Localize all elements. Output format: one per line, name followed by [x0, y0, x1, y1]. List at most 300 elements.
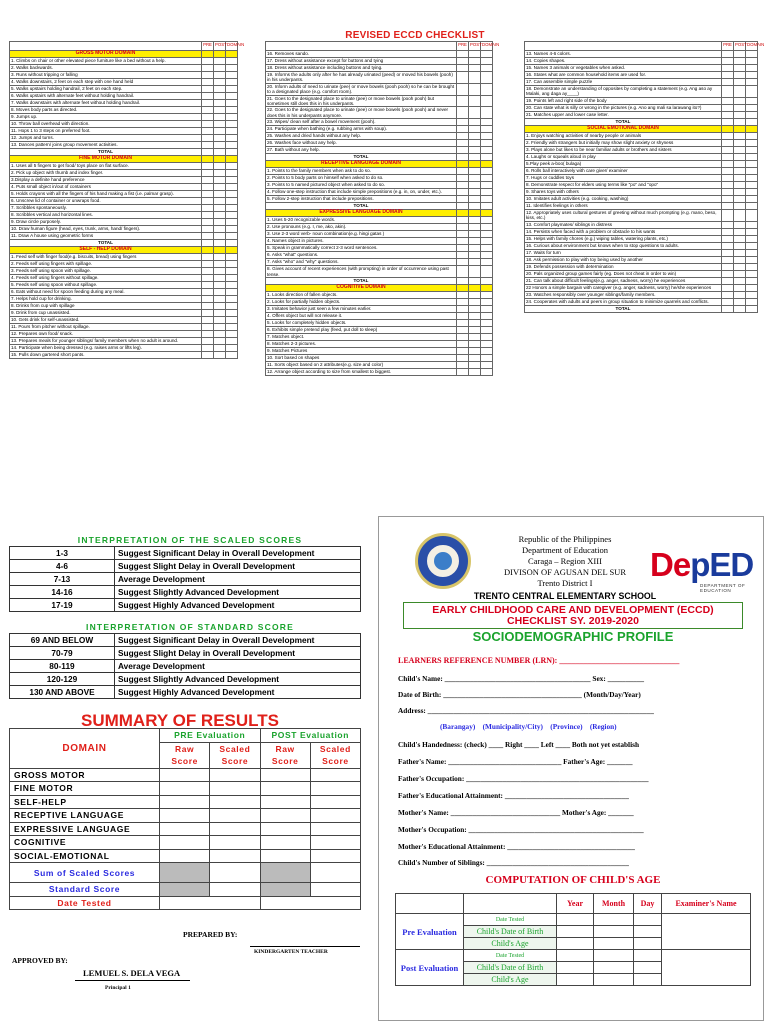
extra-cell[interactable] [226, 128, 238, 135]
extra-cell[interactable] [746, 139, 758, 146]
pre-check-cell[interactable] [202, 72, 214, 79]
post-check-cell[interactable] [469, 189, 481, 196]
extra-cell[interactable] [746, 270, 758, 277]
pre-check-cell[interactable] [457, 140, 469, 147]
extra-cell[interactable] [481, 147, 493, 154]
post-check-cell[interactable] [214, 261, 226, 268]
pre-check-cell[interactable] [202, 121, 214, 128]
post-check-cell[interactable] [214, 268, 226, 275]
extra-cell[interactable] [226, 149, 238, 156]
post-check-cell[interactable] [214, 177, 226, 184]
post-check-cell[interactable] [734, 86, 746, 98]
post-check-cell[interactable] [469, 154, 481, 161]
pre-check-cell[interactable] [202, 107, 214, 114]
extra-cell[interactable] [481, 175, 493, 182]
extra-cell[interactable] [226, 352, 238, 359]
post-check-cell[interactable] [469, 231, 481, 238]
post-check-cell[interactable] [469, 341, 481, 348]
post-check-cell[interactable] [469, 238, 481, 245]
extra-cell[interactable] [481, 224, 493, 231]
post-check-cell[interactable] [469, 320, 481, 327]
pre-check-cell[interactable] [202, 198, 214, 205]
pre-check-cell[interactable] [722, 291, 734, 298]
post-check-cell[interactable] [214, 331, 226, 338]
extra-cell[interactable] [481, 182, 493, 189]
post-check-cell[interactable] [734, 160, 746, 167]
extra-cell[interactable] [481, 189, 493, 196]
post-check-cell[interactable] [734, 221, 746, 228]
pre-check-cell[interactable] [457, 238, 469, 245]
post-check-cell[interactable] [214, 247, 226, 254]
extra-cell[interactable] [226, 338, 238, 345]
extra-cell[interactable] [746, 132, 758, 139]
pre-check-cell[interactable] [457, 203, 469, 210]
extra-cell[interactable] [226, 254, 238, 261]
extra-cell[interactable] [481, 231, 493, 238]
extra-cell[interactable] [226, 317, 238, 324]
post-check-cell[interactable] [734, 202, 746, 209]
extra-cell[interactable] [481, 72, 493, 84]
pre-check-cell[interactable] [202, 338, 214, 345]
post-month-cell[interactable] [594, 950, 634, 962]
post-check-cell[interactable] [734, 146, 746, 153]
extra-cell[interactable] [746, 153, 758, 160]
pre-check-cell[interactable] [202, 261, 214, 268]
pre-check-cell[interactable] [457, 334, 469, 341]
post-check-cell[interactable] [734, 195, 746, 202]
post-check-cell[interactable] [214, 65, 226, 72]
extra-cell[interactable] [481, 355, 493, 362]
lrn-field[interactable]: LEARNERS REFERENCE NUMBER (LRN): ______________________________ [398, 656, 680, 665]
post-check-cell[interactable] [469, 299, 481, 306]
post-check-cell[interactable] [214, 114, 226, 121]
pre-check-cell[interactable] [722, 209, 734, 221]
post-check-cell[interactable] [214, 93, 226, 100]
post-check-cell[interactable] [214, 275, 226, 282]
extra-cell[interactable] [746, 209, 758, 221]
pre-check-cell[interactable] [722, 277, 734, 284]
address-field[interactable]: Address: ______________________________________________________________ [398, 706, 654, 715]
extra-cell[interactable] [481, 119, 493, 126]
extra-cell[interactable] [226, 282, 238, 289]
extra-cell[interactable] [746, 118, 758, 125]
extra-cell[interactable] [226, 240, 238, 247]
extra-cell[interactable] [226, 233, 238, 240]
post-check-cell[interactable] [469, 168, 481, 175]
pre-check-cell[interactable] [202, 205, 214, 212]
extra-cell[interactable] [226, 177, 238, 184]
post-check-cell[interactable] [469, 175, 481, 182]
pre-check-cell[interactable] [722, 167, 734, 174]
pre-check-cell[interactable] [722, 118, 734, 125]
pre-check-cell[interactable] [202, 268, 214, 275]
post-check-cell[interactable] [734, 256, 746, 263]
extra-cell[interactable] [746, 221, 758, 228]
pre-check-cell[interactable] [202, 184, 214, 191]
pre-check-cell[interactable] [202, 58, 214, 65]
post-check-cell[interactable] [734, 277, 746, 284]
extra-cell[interactable] [481, 313, 493, 320]
pre-check-cell[interactable] [457, 189, 469, 196]
extra-cell[interactable] [481, 334, 493, 341]
extra-cell[interactable] [746, 256, 758, 263]
post-check-cell[interactable] [469, 83, 481, 95]
pre-check-cell[interactable] [457, 259, 469, 266]
extra-cell[interactable] [481, 133, 493, 140]
extra-cell[interactable] [226, 226, 238, 233]
pre-check-cell[interactable] [457, 182, 469, 189]
pre-check-cell[interactable] [202, 233, 214, 240]
post-check-cell[interactable] [214, 219, 226, 226]
post-check-cell[interactable] [214, 338, 226, 345]
post-check-cell[interactable] [734, 209, 746, 221]
pre-check-cell[interactable] [722, 181, 734, 188]
post-check-cell[interactable] [214, 142, 226, 149]
post-day-cell[interactable] [634, 950, 662, 962]
extra-cell[interactable] [481, 107, 493, 119]
pre-check-cell[interactable] [722, 79, 734, 86]
post-check-cell[interactable] [734, 132, 746, 139]
pre-check-cell[interactable] [722, 235, 734, 242]
post-check-cell[interactable] [469, 58, 481, 65]
pre-check-cell[interactable] [722, 65, 734, 72]
post-check-cell[interactable] [734, 228, 746, 235]
extra-cell[interactable] [226, 205, 238, 212]
extra-cell[interactable] [481, 348, 493, 355]
extra-cell[interactable] [746, 263, 758, 270]
pre-check-cell[interactable] [722, 298, 734, 305]
extra-cell[interactable] [226, 289, 238, 296]
pre-check-cell[interactable] [457, 126, 469, 133]
pre-check-cell[interactable] [202, 128, 214, 135]
pre-month-cell[interactable] [594, 914, 634, 926]
pre-check-cell[interactable] [722, 174, 734, 181]
pre-check-cell[interactable] [722, 305, 734, 312]
post-check-cell[interactable] [734, 153, 746, 160]
pre-check-cell[interactable] [722, 139, 734, 146]
pre-check-cell[interactable] [722, 160, 734, 167]
extra-cell[interactable] [226, 51, 238, 58]
post-check-cell[interactable] [214, 198, 226, 205]
pre-check-cell[interactable] [202, 317, 214, 324]
extra-cell[interactable] [746, 58, 758, 65]
father-occupation-field[interactable]: Father's Occupation: __________________________________________________ [398, 774, 649, 783]
post-check-cell[interactable] [214, 121, 226, 128]
post-check-cell[interactable] [734, 72, 746, 79]
extra-cell[interactable] [481, 266, 493, 278]
post-check-cell[interactable] [469, 292, 481, 299]
post-check-cell[interactable] [734, 174, 746, 181]
father-education-field[interactable]: Father's Educational Attainment: __________________________________ [398, 791, 629, 800]
post-check-cell[interactable] [734, 111, 746, 118]
extra-cell[interactable] [226, 107, 238, 114]
extra-cell[interactable] [226, 261, 238, 268]
pre-check-cell[interactable] [202, 289, 214, 296]
extra-cell[interactable] [226, 170, 238, 177]
post-check-cell[interactable] [469, 210, 481, 217]
post-check-cell[interactable] [469, 348, 481, 355]
extra-cell[interactable] [481, 252, 493, 259]
pre-check-cell[interactable] [722, 132, 734, 139]
extra-cell[interactable] [746, 72, 758, 79]
pre-check-cell[interactable] [722, 256, 734, 263]
post-check-cell[interactable] [469, 65, 481, 72]
pre-check-cell[interactable] [722, 104, 734, 111]
post-check-cell[interactable] [469, 355, 481, 362]
post-check-cell[interactable] [214, 254, 226, 261]
post-check-cell[interactable] [214, 72, 226, 79]
extra-cell[interactable] [746, 97, 758, 104]
mother-occupation-field[interactable]: Mother's Occupation: ________________________________________________ [398, 825, 644, 834]
father-name-field[interactable]: Father's Name: _______________________________ Father's Age: _______ [398, 757, 633, 766]
extra-cell[interactable] [226, 65, 238, 72]
pre-check-cell[interactable] [202, 254, 214, 261]
extra-cell[interactable] [481, 83, 493, 95]
pre-check-cell[interactable] [722, 97, 734, 104]
pre-check-cell[interactable] [722, 249, 734, 256]
pre-check-cell[interactable] [722, 153, 734, 160]
extra-cell[interactable] [226, 303, 238, 310]
pre-check-cell[interactable] [457, 369, 469, 376]
post-check-cell[interactable] [214, 324, 226, 331]
post-check-cell[interactable] [734, 167, 746, 174]
post-check-cell[interactable] [214, 107, 226, 114]
handedness-field[interactable]: Child's Handedness: (check) ____ Right ____ Left ____ Both not yet establish [398, 740, 640, 749]
siblings-field[interactable]: Child's Number of Siblings: _______________________________________ [398, 858, 629, 867]
post-check-cell[interactable] [214, 163, 226, 170]
pre-check-cell[interactable] [722, 242, 734, 249]
pre-check-cell[interactable] [202, 310, 214, 317]
extra-cell[interactable] [226, 163, 238, 170]
pre-examiner-cell[interactable] [662, 914, 751, 950]
post-check-cell[interactable] [734, 79, 746, 86]
post-check-cell[interactable] [214, 352, 226, 359]
pre-check-cell[interactable] [722, 228, 734, 235]
mother-education-field[interactable]: Mother's Educational Attainment: ___________________________________ [398, 842, 635, 851]
post-check-cell[interactable] [469, 306, 481, 313]
pre-year-cell[interactable] [557, 914, 594, 926]
post-check-cell[interactable] [469, 107, 481, 119]
post-check-cell[interactable] [469, 140, 481, 147]
post-check-cell[interactable] [734, 65, 746, 72]
extra-cell[interactable] [226, 135, 238, 142]
post-check-cell[interactable] [469, 224, 481, 231]
post-check-cell[interactable] [214, 191, 226, 198]
extra-cell[interactable] [226, 114, 238, 121]
pre-check-cell[interactable] [457, 65, 469, 72]
post-check-cell[interactable] [214, 233, 226, 240]
extra-cell[interactable] [481, 245, 493, 252]
extra-cell[interactable] [481, 203, 493, 210]
post-check-cell[interactable] [734, 249, 746, 256]
post-check-cell[interactable] [469, 51, 481, 58]
extra-cell[interactable] [226, 79, 238, 86]
pre-check-cell[interactable] [457, 154, 469, 161]
extra-cell[interactable] [746, 305, 758, 312]
pre-check-cell[interactable] [457, 51, 469, 58]
post-check-cell[interactable] [734, 298, 746, 305]
pre-check-cell[interactable] [457, 266, 469, 278]
post-check-cell[interactable] [734, 284, 746, 291]
extra-cell[interactable] [746, 86, 758, 98]
pre-check-cell[interactable] [457, 245, 469, 252]
pre-check-cell[interactable] [202, 247, 214, 254]
extra-cell[interactable] [481, 65, 493, 72]
pre-check-cell[interactable] [202, 100, 214, 107]
pre-check-cell[interactable] [722, 202, 734, 209]
pre-check-cell[interactable] [457, 95, 469, 107]
pre-check-cell[interactable] [202, 345, 214, 352]
pre-check-cell[interactable] [457, 196, 469, 203]
post-check-cell[interactable] [469, 196, 481, 203]
extra-cell[interactable] [481, 362, 493, 369]
pre-check-cell[interactable] [457, 362, 469, 369]
extra-cell[interactable] [481, 196, 493, 203]
post-check-cell[interactable] [214, 289, 226, 296]
pre-check-cell[interactable] [202, 191, 214, 198]
extra-cell[interactable] [226, 310, 238, 317]
extra-cell[interactable] [226, 93, 238, 100]
extra-cell[interactable] [481, 95, 493, 107]
post-check-cell[interactable] [469, 147, 481, 154]
pre-check-cell[interactable] [202, 226, 214, 233]
post-check-cell[interactable] [214, 240, 226, 247]
post-check-cell[interactable] [469, 278, 481, 285]
extra-cell[interactable] [746, 79, 758, 86]
pre-check-cell[interactable] [457, 313, 469, 320]
post-check-cell[interactable] [214, 156, 226, 163]
post-check-cell[interactable] [734, 97, 746, 104]
pre-check-cell[interactable] [202, 331, 214, 338]
extra-cell[interactable] [746, 65, 758, 72]
extra-cell[interactable] [481, 292, 493, 299]
post-check-cell[interactable] [214, 226, 226, 233]
extra-cell[interactable] [481, 278, 493, 285]
extra-cell[interactable] [226, 191, 238, 198]
post-check-cell[interactable] [469, 126, 481, 133]
pre-check-cell[interactable] [722, 263, 734, 270]
post-check-cell[interactable] [214, 128, 226, 135]
child-name-field[interactable]: Child's Name: ________________________________________ Sex: __________ [398, 674, 645, 683]
post-check-cell[interactable] [469, 72, 481, 84]
post-check-cell[interactable] [469, 161, 481, 168]
post-examiner-cell[interactable] [662, 950, 751, 986]
post-check-cell[interactable] [734, 181, 746, 188]
extra-cell[interactable] [481, 259, 493, 266]
pre-day-cell[interactable] [634, 914, 662, 926]
extra-cell[interactable] [226, 219, 238, 226]
extra-cell[interactable] [746, 298, 758, 305]
post-check-cell[interactable] [214, 79, 226, 86]
pre-check-cell[interactable] [722, 72, 734, 79]
pre-check-cell[interactable] [202, 324, 214, 331]
post-check-cell[interactable] [734, 118, 746, 125]
extra-cell[interactable] [226, 324, 238, 331]
pre-check-cell[interactable] [722, 111, 734, 118]
pre-check-cell[interactable] [202, 79, 214, 86]
pre-check-cell[interactable] [457, 285, 469, 292]
extra-cell[interactable] [746, 125, 758, 132]
post-check-cell[interactable] [214, 149, 226, 156]
extra-cell[interactable] [481, 154, 493, 161]
extra-cell[interactable] [481, 161, 493, 168]
pre-check-cell[interactable] [722, 86, 734, 98]
extra-cell[interactable] [226, 58, 238, 65]
extra-cell[interactable] [226, 100, 238, 107]
extra-cell[interactable] [746, 146, 758, 153]
pre-check-cell[interactable] [457, 133, 469, 140]
post-check-cell[interactable] [469, 119, 481, 126]
pre-check-cell[interactable] [202, 149, 214, 156]
post-check-cell[interactable] [469, 334, 481, 341]
post-check-cell[interactable] [214, 184, 226, 191]
post-check-cell[interactable] [214, 170, 226, 177]
post-check-cell[interactable] [469, 95, 481, 107]
post-check-cell[interactable] [734, 291, 746, 298]
pre-check-cell[interactable] [202, 352, 214, 359]
extra-cell[interactable] [746, 104, 758, 111]
extra-cell[interactable] [226, 198, 238, 205]
pre-check-cell[interactable] [457, 341, 469, 348]
extra-cell[interactable] [481, 217, 493, 224]
post-check-cell[interactable] [734, 263, 746, 270]
post-check-cell[interactable] [469, 327, 481, 334]
pre-check-cell[interactable] [722, 195, 734, 202]
post-check-cell[interactable] [214, 212, 226, 219]
pre-check-cell[interactable] [457, 107, 469, 119]
post-check-cell[interactable] [214, 345, 226, 352]
extra-cell[interactable] [226, 184, 238, 191]
pre-check-cell[interactable] [457, 299, 469, 306]
extra-cell[interactable] [226, 331, 238, 338]
extra-cell[interactable] [746, 167, 758, 174]
pre-check-cell[interactable] [457, 210, 469, 217]
post-check-cell[interactable] [214, 58, 226, 65]
pre-check-cell[interactable] [202, 212, 214, 219]
pre-check-cell[interactable] [202, 282, 214, 289]
pre-check-cell[interactable] [457, 175, 469, 182]
post-check-cell[interactable] [734, 51, 746, 58]
extra-cell[interactable] [481, 327, 493, 334]
pre-check-cell[interactable] [457, 252, 469, 259]
extra-cell[interactable] [746, 195, 758, 202]
post-check-cell[interactable] [469, 362, 481, 369]
pre-check-cell[interactable] [722, 221, 734, 228]
pre-check-cell[interactable] [722, 51, 734, 58]
post-check-cell[interactable] [469, 259, 481, 266]
extra-cell[interactable] [746, 249, 758, 256]
extra-cell[interactable] [746, 228, 758, 235]
pre-check-cell[interactable] [457, 231, 469, 238]
post-check-cell[interactable] [734, 305, 746, 312]
post-check-cell[interactable] [214, 303, 226, 310]
extra-cell[interactable] [481, 320, 493, 327]
pre-check-cell[interactable] [457, 348, 469, 355]
post-check-cell[interactable] [214, 135, 226, 142]
extra-cell[interactable] [481, 306, 493, 313]
pre-check-cell[interactable] [722, 270, 734, 277]
post-check-cell[interactable] [214, 317, 226, 324]
extra-cell[interactable] [226, 268, 238, 275]
post-check-cell[interactable] [469, 245, 481, 252]
extra-cell[interactable] [481, 140, 493, 147]
pre-check-cell[interactable] [457, 161, 469, 168]
pre-check-cell[interactable] [457, 119, 469, 126]
pre-check-cell[interactable] [457, 58, 469, 65]
extra-cell[interactable] [746, 284, 758, 291]
post-check-cell[interactable] [734, 270, 746, 277]
post-check-cell[interactable] [214, 205, 226, 212]
